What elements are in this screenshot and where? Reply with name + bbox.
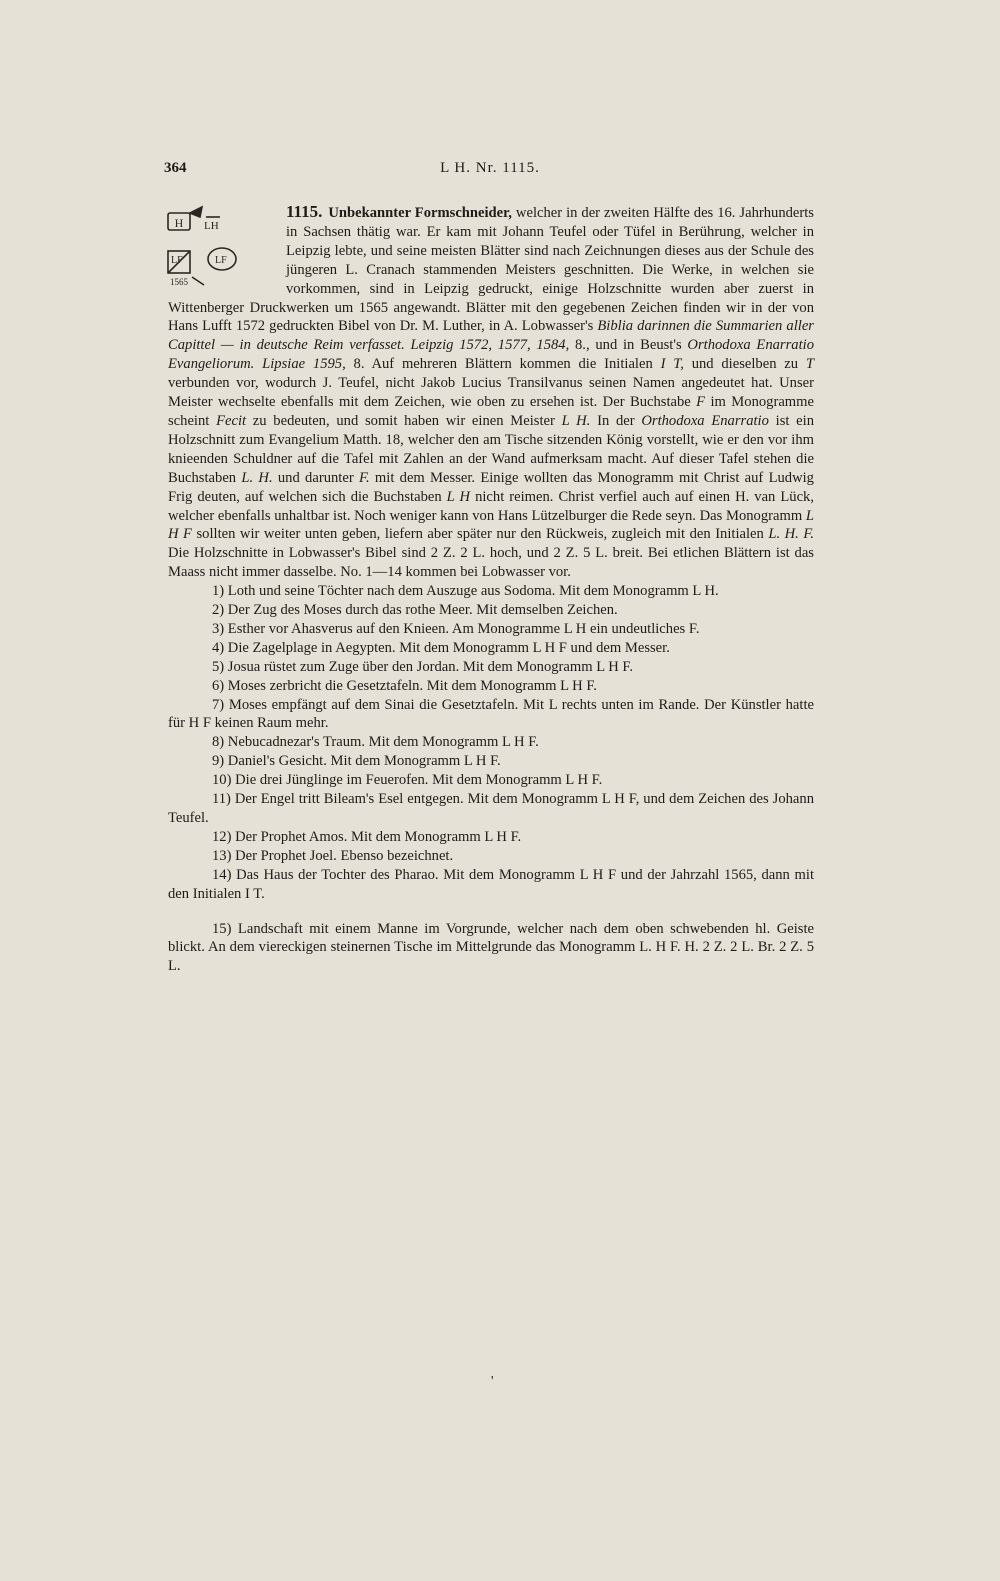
intro-italic: L H [446,488,471,505]
intro-text: zu bedeuten, und somit haben wir einen Meister [246,412,562,429]
monogram-lf-box: LF [171,255,183,266]
intro-italic: Biblia darinnen die Summarien aller Capittel — in deutsche Reim verfasset. Leipzig 1572, 1577, 1584, [168,318,814,354]
page-body [168,203,814,976]
list-item: 6) Moses zerbricht die Gesetztafeln. Mit dem Monogramm L H F. [212,677,597,694]
monogram-lh: LH [204,220,219,232]
list-item: 8) Nebucadnezar's Traum. Mit dem Monogramm L H F. [212,734,539,751]
intro-italic: L. H. F. [768,526,815,543]
intro-italic: F. [358,469,370,486]
intro-italic: L H. [561,412,591,429]
page-number: 364 [164,160,187,176]
list-item: 10) Die drei Jünglinge im Feuerofen. Mit dem Monogramm L H F. [212,772,603,789]
intro-italic: Orthodoxa Enarratio Evangeliorum. Lipsiae 1595, [168,337,814,373]
intro-italic: F [696,394,706,411]
monogram-illustration [162,205,280,295]
intro-text: im Monogramme scheint [168,394,814,429]
intro-italic: Fecit [216,412,247,429]
monogram-marks [162,205,280,295]
list-item: 1) Loth und seine Töchter nach dem Auszuge aus Sodoma. Mit dem Monogramm L H. [212,583,719,600]
intro-text: 8. Auf mehreren Blättern kommen die Initialen [345,356,661,373]
list-item: 5) Josua rüstet zum Zuge über den Jordan. Mit dem Monogramm L H F. [212,658,634,675]
section-gap [168,904,814,920]
list-item: 7) Moses empfängt auf dem Sinai die Gesetztafeln. Mit L rechts unten im Rande. Der Künstler hatte für H F keinen Raum mehr. [168,696,814,732]
intro-text: In der [590,412,642,429]
list-item: 9) Daniel's Gesicht. Mit dem Monogramm L H F. [212,753,501,770]
intro-italic: Orthodoxa Enarratio [641,412,769,429]
list-item: 11) Der Engel tritt Bileam's Esel entgegen. Mit dem Monogramm L H F, und dem Zeichen des Johann Teufel. [168,791,814,826]
list-item: 3) Esther vor Ahasverus auf den Knieen. Am Monogramme L H ein undeutliches F. [212,620,700,637]
intro-text: mit dem Messer. Einige wollten das Monogramm mit Christ auf Ludwig Frig deuten, auf welchen sich die Buchstaben [168,469,814,505]
running-title: L H. Nr. 1115. [440,160,540,176]
entry-name: Unbekannter Formschneider, [328,205,512,221]
intro-text: und darunter [272,469,359,486]
list-item: 13) Der Prophet Joel. Ebenso bezeichnet. [212,847,454,864]
intro-text: ist ein Holzschnitt zum Evangelium Matth. 18, welcher den am Tische sitzenden König vorstellt, wie er den vor ihm knieenden Schuldner auf die Tafel mit Zahlen an der Wand aufmerksam macht. Auf dieser Tafel stehen die Buchstaben [168,412,814,486]
monogram-h: H [174,216,184,230]
running-header [160,158,820,182]
list-item: 14) Das Haus der Tochter des Pharao. Mit dem Monogramm L H F und der Jahrzahl 1565, dann mit den Initialen I T. [168,866,814,902]
stray-mark: ' [491,1374,494,1389]
list-item-15: 15) Landschaft mit einem Manne im Vorgrunde, welcher nach dem oben schwebenden hl. Geiste blickt. An dem viereckigen steinernen Tische im Mittelgrunde das Monogramm L. H F. H. 2 Z. 2 L. Br. 2 Z. 5 L. [168,920,814,975]
intro-italic: L H F [168,507,814,543]
intro-text: sollten wir weiter unten geben, liefern aber später nur den Rückweis, zugleich mit den Initialen [191,526,769,543]
intro-text: verbunden vor, wodurch J. Teufel, nicht Jakob Lucius Transilvanus seinen Namen angedeutet hat. Unser Meister wechselte ebenfalls mit dem Zeichen, wie oben zu ersehen ist. Der Buchstabe [168,375,814,411]
intro-text: und dieselben zu [683,356,806,373]
intro-text: 8., und in Beust's [569,337,688,354]
list-item: 4) Die Zagelplage in Aegypten. Mit dem Monogramm L H F und dem Messer. [212,639,670,656]
monogram-year: 1565 [170,277,188,287]
intro-text: welcher in der zweiten Hälfte des 16. Jahrhunderts in Sachsen thätig war. Er kam mit Johann Teufel oder Tüfel in Berührung, welcher in Leipzig lebte, und seine meisten Blätter sind nach Zeichnungen dieses aus der Schule des jüngeren L. Cranach stammenden Meisters geschnitten. Die Werke, in welchen sie vorkommen, sind in Leipzig gedruckt, einige Holzschnitte wurden aber zuerst in Wittenberger Druckwerken um 1565 angewandt. Blätter mit den gegebenen Zeichen finden wir in der von Hans Lufft 1572 gedruckten Bibel von Dr. M. Luther, in A. Lobwasser's [168,205,814,335]
entry-number: 1115. [286,202,323,221]
intro-italic: I T, [660,356,684,373]
intro-text: Die Holzschnitte in Lobwasser's Bibel sind 2 Z. 2 L. hoch, und 2 Z. 5 L. breit. Bei etlichen Blättern ist das Maass nicht immer dasselbe. No. 1—14 kommen bei Lobwasser vor. [168,545,814,581]
list-item: 2) Der Zug des Moses durch das rothe Meer. Mit demselben Zeichen. [212,602,618,619]
intro-italic: T [805,356,814,373]
intro-italic: L. H. [241,469,273,486]
intro-text: nicht reimen. Christ verfiel auch auf einen H. van Lück, welcher ebenfalls unhaltbar ist. Noch weniger kann von Hans Lützelburger die Rede seyn. Das Monogramm [168,488,814,524]
monogram-lf-oval: LF [215,255,227,266]
list-item: 12) Der Prophet Amos. Mit dem Monogramm L H F. [212,828,522,845]
